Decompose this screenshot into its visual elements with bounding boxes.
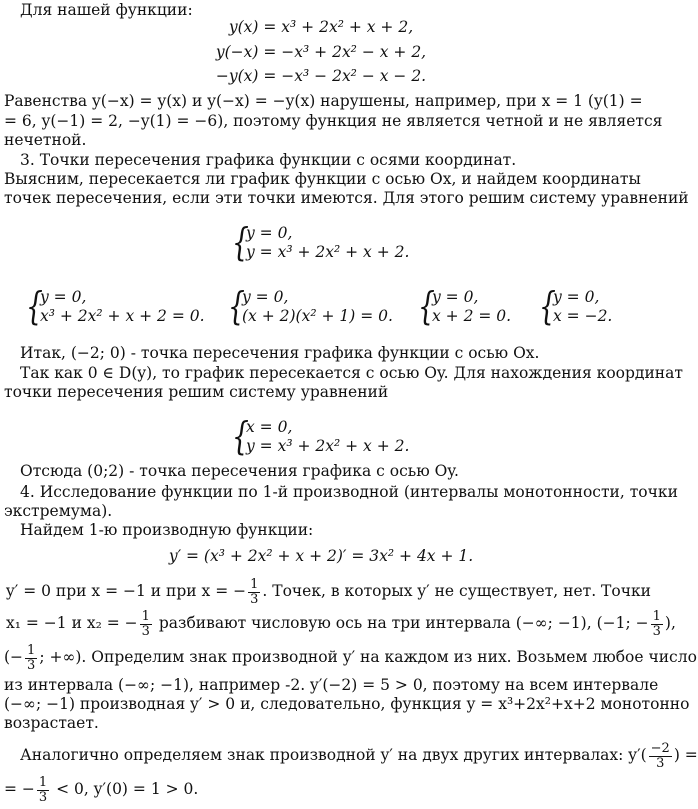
fraction [651, 610, 663, 639]
paragraph-line: Так как 0 ∈ D(y), то график пересекается с осью Oy. Для нахождения координат [20, 364, 683, 382]
brace: { [232, 414, 249, 458]
denominator: 3 [27, 657, 36, 673]
system-row: x = −2. [553, 307, 613, 325]
text-run: = − [4, 780, 35, 798]
system-row: y = 0, [246, 224, 293, 242]
brace: { [228, 284, 245, 328]
paragraph-line [6, 574, 651, 608]
system-row: y = 0, [553, 288, 600, 306]
system-row: y = 0, [242, 288, 289, 306]
text-run: y′ = 0 при x = −1 и при x = − [6, 582, 247, 600]
text-run: ; +∞). Определим знак производной y′ на каждом из них. Возьмем любое число [39, 648, 697, 666]
system-row: y = x³ + 2x² + x + 2. [246, 243, 410, 261]
denominator: 3 [652, 623, 661, 639]
fraction [248, 578, 260, 607]
paragraph-line: = 6, y(−1) = 2, −y(1) = −6), поэтому функция не является четной и не является [4, 112, 663, 130]
denominator: 3 [250, 591, 259, 607]
section-heading: 4. Исследование функции по 1-й производной (интервалы монотонности, точки [20, 483, 678, 501]
derivative-formula: y′ = (x³ + 2x² + x + 2)′ = 3x² + 4x + 1. [168, 547, 474, 565]
system-row: y = 0, [432, 288, 479, 306]
system-row: x = 0, [246, 418, 293, 436]
brace: { [26, 284, 43, 328]
system-row: x³ + 2x² + x + 2 = 0. [40, 307, 205, 325]
numerator: 1 [652, 608, 661, 624]
paragraph-line: из интервала (−∞; −1), например -2. y′(−2) = 5 > 0, поэтому на всем интервале [4, 676, 659, 694]
paragraph-line [20, 738, 698, 772]
paragraph-line: Равенства y(−x) = y(x) и y(−x) = −y(x) нарушены, например, при x = 1 (y(1) = [4, 92, 643, 110]
numerator: 1 [38, 774, 48, 790]
formula-y-x: y(x) = x³ + 2x² + x + 2, [228, 18, 414, 36]
brace: { [539, 284, 556, 328]
text-run: x₁ = −1 и x₂ = − [6, 614, 138, 632]
formula-y-minus-x: y(−x) = −x³ + 2x² − x + 2, [215, 43, 427, 61]
text-run: . Точек, в которых y′ не существует, нет. Точки [262, 582, 651, 600]
denominator: 3 [656, 755, 665, 771]
brace: { [232, 220, 249, 264]
fraction [140, 610, 152, 639]
text-run: ) = [673, 746, 698, 764]
formula-minus-y-x: −y(x) = −x³ − 2x² − x − 2. [215, 67, 427, 85]
text-run: (− [4, 648, 24, 666]
brace: { [418, 284, 435, 328]
fraction [25, 644, 37, 673]
denominator: 3 [141, 623, 150, 639]
paragraph-line: Отсюда (0;2) - точка пересечения графика с осью Oy. [20, 462, 459, 480]
paragraph-line: нечетной. [4, 131, 87, 149]
text-run: < 0, y′(0) = 1 > 0. [51, 780, 199, 798]
paragraph-line: Итак, (−2; 0) - точка пересечения графика функции с осью Ox. [20, 344, 540, 362]
section-heading: экстремума). [4, 502, 113, 520]
numerator: 1 [141, 608, 150, 624]
intro-line: Для нашей функции: [20, 1, 193, 19]
system-row: x + 2 = 0. [432, 307, 512, 325]
denominator: 3 [38, 789, 48, 805]
system-row: (x + 2)(x² + 1) = 0. [242, 307, 393, 325]
text-run: Аналогично определяем знак производной y′ на двух других интервалах: y′( [20, 746, 647, 764]
fraction [37, 776, 49, 805]
fraction [649, 742, 672, 771]
numerator: −2 [650, 740, 670, 756]
system-row: y = x³ + 2x² + x + 2. [246, 437, 410, 455]
numerator: 1 [250, 576, 259, 592]
system-row: y = 0, [40, 288, 87, 306]
paragraph-line: Найдем 1-ю производную функции: [20, 521, 314, 539]
paragraph-line [4, 640, 697, 674]
paragraph-line [6, 606, 676, 640]
section-heading: 3. Точки пересечения графика функции с осями координат. [20, 151, 517, 169]
paragraph-line: точек пересечения, если эти точки имеются. Для этого решим систему уравнений [4, 189, 689, 207]
text-run: ), [664, 614, 676, 632]
paragraph-line: точки пересечения решим систему уравнений [4, 383, 389, 401]
paragraph-line: (−∞; −1) производная y′ > 0 и, следовательно, функция y = x³+2x²+x+2 монотонно [4, 695, 690, 713]
paragraph-line: возрастает. [4, 714, 99, 732]
paragraph-line [4, 772, 198, 806]
text-run: разбивают числовую ось на три интервала (−∞; −1), (−1; − [153, 614, 649, 632]
paragraph-line: Выясним, пересекается ли график функции с осью Ox, и найдем координаты [4, 170, 641, 188]
numerator: 1 [27, 642, 36, 658]
